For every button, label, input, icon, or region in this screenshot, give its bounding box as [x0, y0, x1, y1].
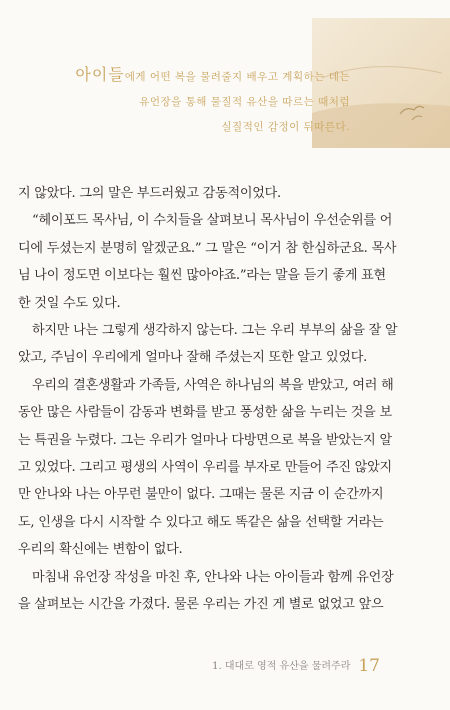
page-number: 17 [358, 656, 380, 676]
body-line: 을 살펴보는 시간을 가졌다. 물론 우리는 가진 게 별로 없었고 앞으 [18, 597, 384, 613]
body-line: “헤이포드 목사님, 이 수치들을 살펴보니 목사님이 우선순위를 어 [32, 213, 393, 229]
body-line: 고 있었다. 그리고 평생의 사역이 우리를 부자로 만들어 주진 않았지 [18, 460, 392, 476]
body-line: 동안 많은 사람들이 감동과 변화를 받고 풍성한 삶을 누리는 것을 보 [18, 405, 392, 421]
pull-quote [70, 62, 350, 140]
body-line: 도, 인생을 다시 시작할 수 있다고 해도 똑같은 삶을 선택할 거라는 [18, 514, 384, 530]
body-line: 마침내 유언장 작성을 마친 후, 안나와 나는 아이들과 함께 유언장 [32, 569, 394, 585]
body-line: 우리의 확신에는 변함이 없다. [18, 542, 183, 558]
pull-quote-first-word: 아이들 [75, 65, 125, 84]
chapter-title: 1. 대대로 영적 유산을 물려주라 [212, 661, 351, 672]
pull-quote-line-2: 유언장을 통해 물질적 유산을 따르는 때처럼 [139, 96, 350, 108]
page-footer [212, 656, 380, 676]
body-text [18, 180, 418, 619]
body-line: 한 것일 수도 있다. [18, 295, 121, 311]
body-line: 만 안나와 나는 아무런 불만이 없다. 그때는 물론 지금 이 순간까지 [18, 487, 384, 503]
pull-quote-line-1-rest: 에게 어떤 복을 물려줄지 배우고 계획하는 데는 [124, 71, 350, 83]
body-line: 우리의 결혼생활과 가족들, 사역은 하나님의 복을 받았고, 여러 해 [32, 377, 394, 393]
body-line: 는 특권을 누렸다. 그는 우리가 얼마나 다방면으로 복을 받았는지 알 [18, 432, 392, 448]
body-line: 하지만 나는 그렇게 생각하지 않는다. 그는 우리 부부의 삶을 잘 알 [32, 323, 398, 339]
body-line: 지 않았다. 그의 말은 부드러웠고 감동적이었다. [18, 186, 281, 201]
body-line: 님 나이 정도면 이보다는 훨씬 많아야죠.”라는 말을 듣기 좋게 표현 [18, 268, 386, 284]
pull-quote-line-3: 실질적인 감정이 뒤따른다. [221, 121, 350, 133]
body-line: 았고, 주님이 우리에게 얼마나 잘해 주셨는지 또한 알고 있었다. [18, 350, 368, 366]
pull-quote-line-1 [70, 62, 350, 90]
body-line: 디에 두셨는지 분명히 알겠군요.” 그 말은 “이거 참 한심하군요. 목사 [18, 240, 397, 256]
